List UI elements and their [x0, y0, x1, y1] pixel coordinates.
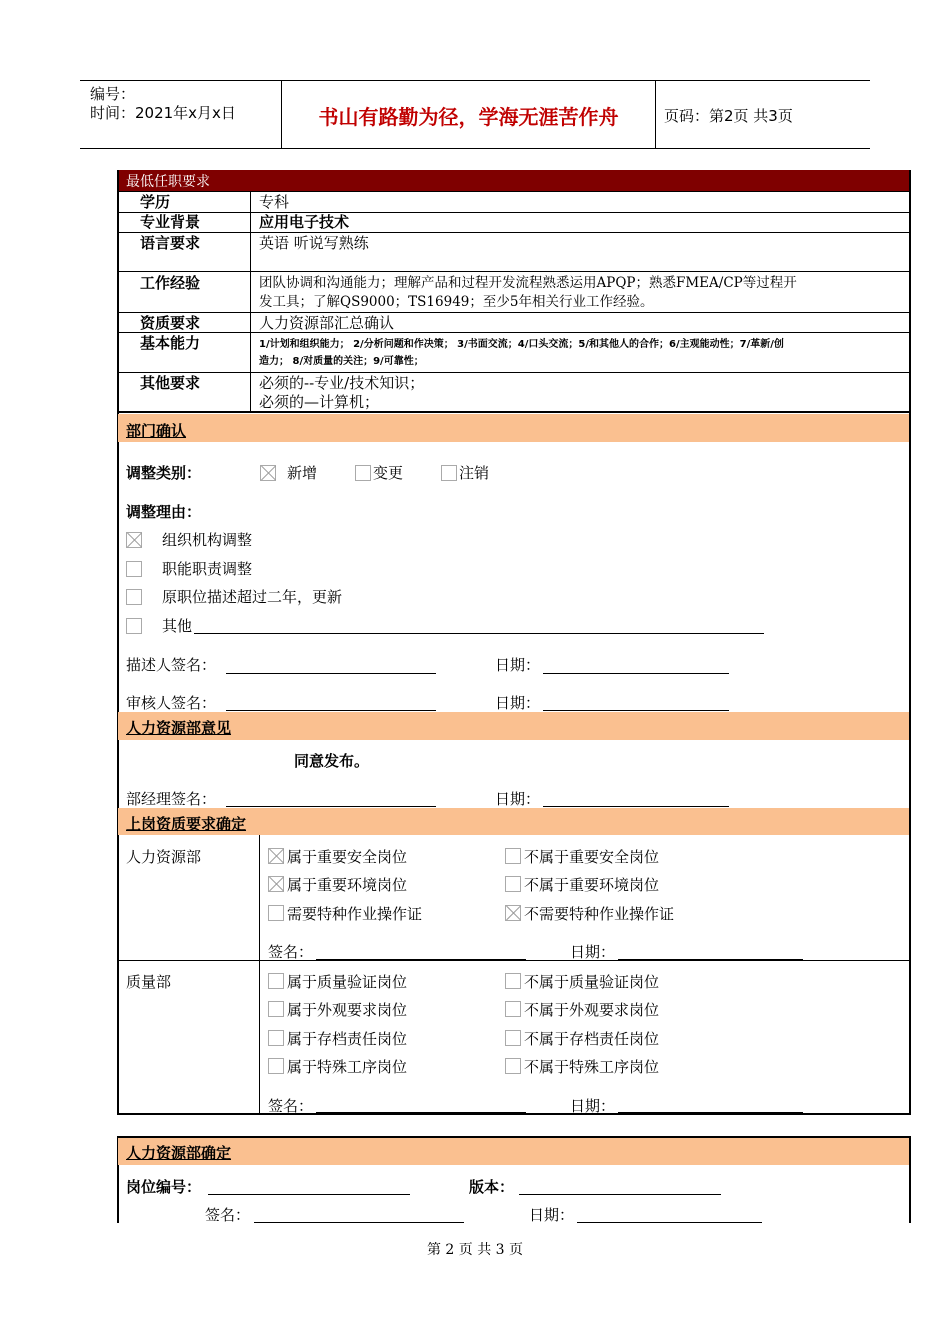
describer-date-line[interactable] [543, 673, 729, 674]
quality-not-appearance-label: 不属于外观要求岗位 [524, 1001, 660, 1019]
req-value-experience-line2: 发工具；了解QS9000；TS16949；至少5年相关行业工作经验。 [259, 294, 654, 310]
quality-not-verify-checkbox[interactable] [505, 973, 521, 989]
document-number-label: 编号： [90, 85, 136, 103]
req-label-qualification: 资质要求 [140, 314, 201, 332]
requirements-title-bar [117, 178, 910, 191]
qual-hr-sign-line[interactable] [316, 959, 526, 960]
hr-opinion-header-bar [118, 712, 909, 740]
qual-quality-sign-line[interactable] [316, 1112, 526, 1113]
reason-other-label: 其他 [162, 617, 193, 635]
reason-function-label: 职能职责调整 [162, 560, 253, 578]
dept-confirm-title: 部门确认 [126, 422, 187, 440]
hr-opinion-title: 人力资源部意见 [126, 719, 232, 737]
req-value-basic-ability-line1: 1/计划和组织能力； 2/分析问题和作决策； 3/书面交流；4/口头交流；5/和其他人的合作；6/主观能动性；7/革新/创 [259, 339, 784, 350]
qual-hr-date-label: 日期： [570, 943, 616, 961]
hr-confirm-date-line[interactable] [577, 1222, 762, 1223]
adjust-type-change-label: 变更 [373, 464, 404, 482]
quality-verify-label: 属于质量验证岗位 [287, 973, 408, 991]
describer-sign-line[interactable] [226, 673, 436, 674]
quality-special-process-label: 属于特殊工序岗位 [287, 1058, 408, 1076]
adjust-type-cancel-checkbox[interactable] [441, 465, 457, 481]
req-value-major: 应用电子技术 [259, 213, 350, 231]
quality-special-process-checkbox[interactable] [268, 1058, 284, 1074]
hr-confirm-header-bar [118, 1138, 909, 1165]
qual-hr-dept-label: 人力资源部 [126, 848, 202, 866]
quality-appearance-checkbox[interactable] [268, 1001, 284, 1017]
position-no-label: 岗位编号： [126, 1178, 202, 1196]
reviewer-date-label: 日期： [495, 694, 541, 712]
hr-safety-checkbox[interactable] [268, 848, 284, 864]
header-motto: 书山有路勤为径，学海无涯苦作舟 [318, 105, 619, 129]
quality-archive-checkbox[interactable] [268, 1030, 284, 1046]
hr-no-special-op-label: 不需要特种作业操作证 [524, 905, 675, 923]
quality-not-verify-label: 不属于质量验证岗位 [524, 973, 660, 991]
hr-opinion-text: 同意发布。 [294, 752, 370, 770]
quality-not-appearance-checkbox[interactable] [505, 1001, 521, 1017]
req-value-education: 专科 [259, 193, 290, 211]
dept-confirm-header-bar [118, 414, 909, 442]
quality-not-archive-label: 不属于存档责任岗位 [524, 1030, 660, 1048]
describer-date-label: 日期： [495, 656, 541, 674]
reason-other-input-line[interactable] [194, 633, 764, 634]
reviewer-sign-line[interactable] [226, 710, 436, 711]
req-label-basic-ability: 基本能力 [140, 334, 201, 352]
hr-not-safety-checkbox[interactable] [505, 848, 521, 864]
reviewer-date-line[interactable] [543, 710, 729, 711]
requirements-top-bar [117, 170, 910, 178]
req-label-other: 其他要求 [140, 374, 201, 392]
reason-function-checkbox[interactable] [126, 561, 142, 577]
quality-not-special-process-checkbox[interactable] [505, 1058, 521, 1074]
adjust-reason-label: 调整理由： [126, 503, 202, 521]
adjust-type-cancel-label: 注销 [459, 464, 490, 482]
hr-not-environment-checkbox[interactable] [505, 876, 521, 892]
req-label-experience: 工作经验 [140, 274, 201, 292]
reason-org-label: 组织机构调整 [162, 531, 253, 549]
qualification-title: 上岗资质要求确定 [126, 815, 247, 833]
footer-page-number: 第 2 页 共 3 页 [426, 1242, 524, 1258]
req-label-education: 学历 [140, 193, 171, 211]
hr-special-op-checkbox[interactable] [268, 905, 284, 921]
hr-confirm-sign-line[interactable] [254, 1222, 464, 1223]
adjust-type-label: 调整类别： [126, 464, 202, 482]
quality-appearance-label: 属于外观要求岗位 [287, 1001, 408, 1019]
qual-quality-date-line[interactable] [618, 1112, 803, 1113]
reason-other-checkbox[interactable] [126, 618, 142, 634]
manager-date-label: 日期： [495, 790, 541, 808]
manager-sign-line[interactable] [226, 806, 436, 807]
hr-no-special-op-checkbox[interactable] [505, 905, 521, 921]
adjust-type-change-checkbox[interactable] [355, 465, 371, 481]
version-label: 版本： [469, 1178, 515, 1196]
document-time-label: 时间：2021年x月x日 [90, 104, 236, 122]
reason-outdated-checkbox[interactable] [126, 589, 142, 605]
manager-date-line[interactable] [543, 806, 729, 807]
quality-verify-checkbox[interactable] [268, 973, 284, 989]
reviewer-sign-label: 审核人签名： [126, 694, 217, 712]
qual-quality-sign-label: 签名： [268, 1097, 314, 1115]
hr-confirm-date-label: 日期： [529, 1206, 575, 1224]
adjust-type-new-label: 新增 [287, 464, 318, 482]
hr-not-environment-label: 不属于重要环境岗位 [524, 876, 660, 894]
page-number-label: 页码：第2页 共3页 [664, 107, 793, 125]
reason-org-checkbox[interactable] [126, 532, 142, 548]
req-value-experience-line1: 团队协调和沟通能力；理解产品和过程开发流程熟悉运用APQP；熟悉FMEA/CP等过程开 [259, 275, 797, 291]
qual-hr-sign-label: 签名： [268, 943, 314, 961]
requirements-title: 最低任职要求 [126, 174, 210, 190]
hr-environment-label: 属于重要环境岗位 [287, 876, 408, 894]
req-value-other-line1: 必须的--专业/技术知识； [259, 374, 425, 392]
hr-special-op-label: 需要特种作业操作证 [287, 905, 423, 923]
qual-quality-date-label: 日期： [570, 1097, 616, 1115]
version-line[interactable] [519, 1194, 721, 1195]
qual-hr-date-line[interactable] [618, 959, 803, 960]
hr-confirm-sign-label: 签名： [205, 1206, 251, 1224]
hr-not-safety-label: 不属于重要安全岗位 [524, 848, 660, 866]
req-label-language: 语言要求 [140, 234, 201, 252]
position-no-line[interactable] [208, 1194, 410, 1195]
reason-outdated-label: 原职位描述超过二年，更新 [162, 588, 343, 606]
qual-quality-dept-label: 质量部 [126, 973, 172, 991]
req-value-language: 英语 听说写熟练 [259, 234, 369, 252]
req-value-qualification: 人力资源部汇总确认 [259, 314, 395, 332]
quality-not-archive-checkbox[interactable] [505, 1030, 521, 1046]
req-value-basic-ability-line2: 造力； 8/对质量的关注；9/可靠性； [259, 356, 424, 367]
manager-sign-label: 部经理签名： [126, 790, 217, 808]
quality-not-special-process-label: 不属于特殊工序岗位 [524, 1058, 660, 1076]
adjust-type-new-checkbox[interactable] [260, 465, 276, 481]
req-value-other-line2: 必须的—计算机； [259, 393, 380, 411]
hr-confirm-title: 人力资源部确定 [126, 1144, 232, 1162]
describer-sign-label: 描述人签名： [126, 656, 217, 674]
hr-environment-checkbox[interactable] [268, 876, 284, 892]
req-label-major: 专业背景 [140, 213, 201, 231]
hr-safety-label: 属于重要安全岗位 [287, 848, 408, 866]
quality-archive-label: 属于存档责任岗位 [287, 1030, 408, 1048]
